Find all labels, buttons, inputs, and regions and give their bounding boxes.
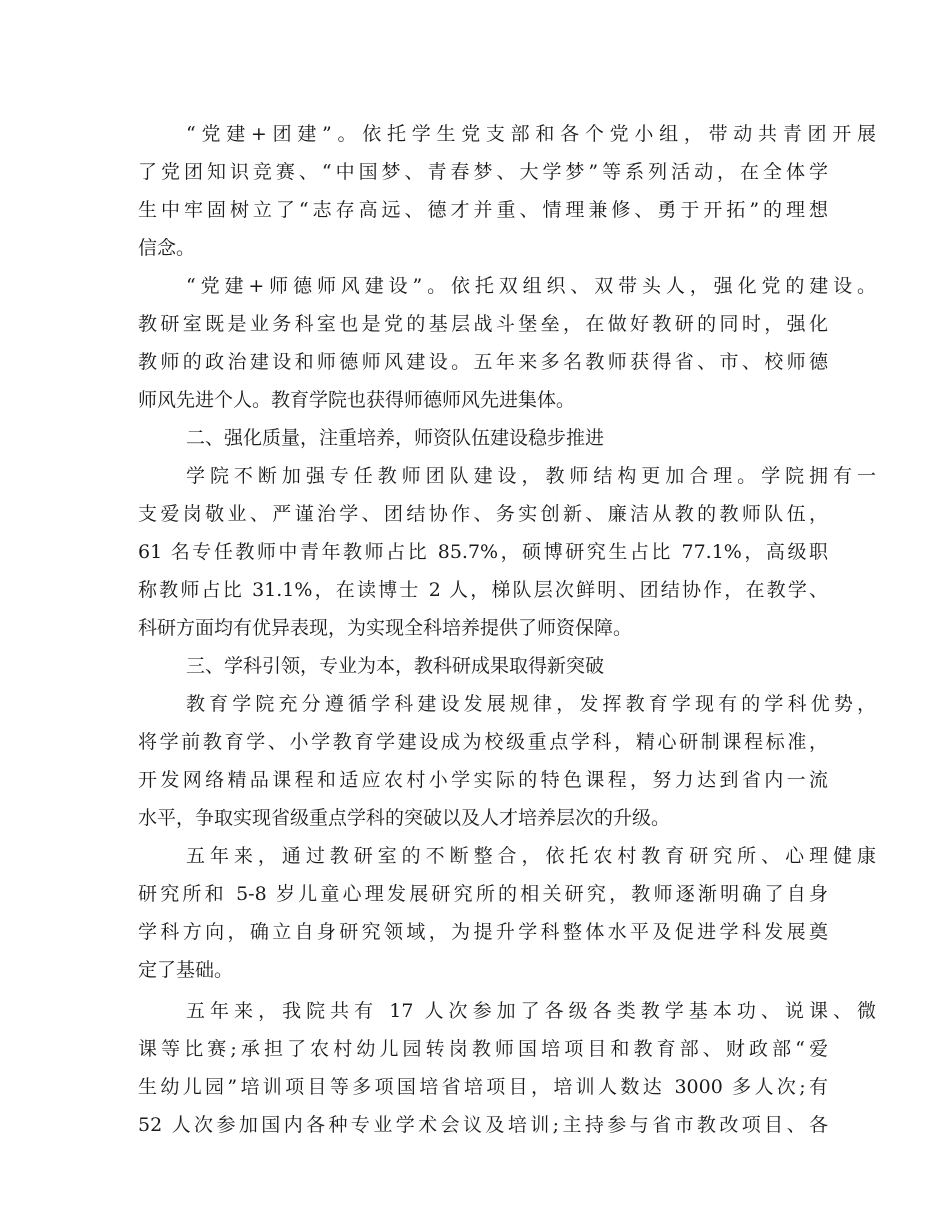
- text-line: 师风先进个人。教育学院也获得师德师风先进集体。: [138, 389, 576, 411]
- text-line: 开发网络精品课程和适应农村小学实际的特色课程，努力达到省内一流: [138, 769, 828, 791]
- text-line: 科研方面均有优异表现，为实现全科培养提供了师资保障。: [138, 617, 633, 639]
- text-line: “党建+师德师风建设”。依托双组织、双带头人，强化党的建设。: [186, 275, 876, 297]
- text-line: 称教师占比 31.1%，在读博士 2 人，梯队层次鲜明、团结协作，在教学、: [138, 579, 828, 601]
- section-heading: 三、学科引领，专业为本，教科研成果取得新突破: [186, 655, 605, 677]
- text-line: 52 人次参加国内各种专业学术会议及培训;主持参与省市教改项目、各: [138, 1114, 828, 1136]
- text-line: 教研室既是业务科室也是党的基层战斗堡垒，在做好教研的同时，强化: [138, 313, 828, 335]
- text-line: 定了基础。: [138, 959, 234, 981]
- text-line: 五年来，我院共有 17 人次参加了各级各类教学基本功、说课、微: [186, 1000, 876, 1022]
- text-line: 将学前教育学、小学教育学建设成为校级重点学科，精心研制课程标准，: [138, 731, 828, 753]
- text-line: 61 名专任教师中青年教师占比 85.7%，硕博研究生占比 77.1%，高级职: [138, 541, 828, 563]
- text-line: 支爱岗敬业、严谨治学、团结协作、务实创新、廉洁从教的教师队伍，: [138, 503, 828, 525]
- text-line: 生幼儿园”培训项目等多项国培省培项目，培训人数达 3000 多人次;有: [138, 1076, 828, 1098]
- text-line: 生中牢固树立了“志存高远、德才并重、情理兼修、勇于开拓”的理想: [138, 199, 828, 221]
- text-line: 五年来，通过教研室的不断整合，依托农村教育研究所、心理健康: [186, 845, 876, 867]
- text-line: 研究所和 5-8 岁儿童心理发展研究所的相关研究，教师逐渐明确了自身: [138, 883, 828, 905]
- text-line: “党建+团建”。依托学生党支部和各个党小组，带动共青团开展: [186, 123, 876, 145]
- section-heading: 二、强化质量，注重培养，师资队伍建设稳步推进: [186, 427, 605, 449]
- text-line: 水平，争取实现省级重点学科的突破以及人才培养层次的升级。: [138, 807, 671, 829]
- text-line: 学科方向，确立自身研究领域，为提升学科整体水平及促进学科发展奠: [138, 921, 828, 943]
- text-line: 学院不断加强专任教师团队建设，教师结构更加合理。学院拥有一: [186, 465, 876, 487]
- text-line: 信念。: [138, 237, 196, 259]
- text-line: 课等比赛;承担了农村幼儿园转岗教师国培项目和教育部、财政部“爱: [138, 1038, 828, 1060]
- text-line: 了党团知识竞赛、“中国梦、青春梦、大学梦”等系列活动，在全体学: [138, 161, 828, 183]
- text-line: 教师的政治建设和师德师风建设。五年来多名教师获得省、市、校师德: [138, 351, 828, 373]
- text-line: 教育学院充分遵循学科建设发展规律，发挥教育学现有的学科优势，: [186, 693, 876, 715]
